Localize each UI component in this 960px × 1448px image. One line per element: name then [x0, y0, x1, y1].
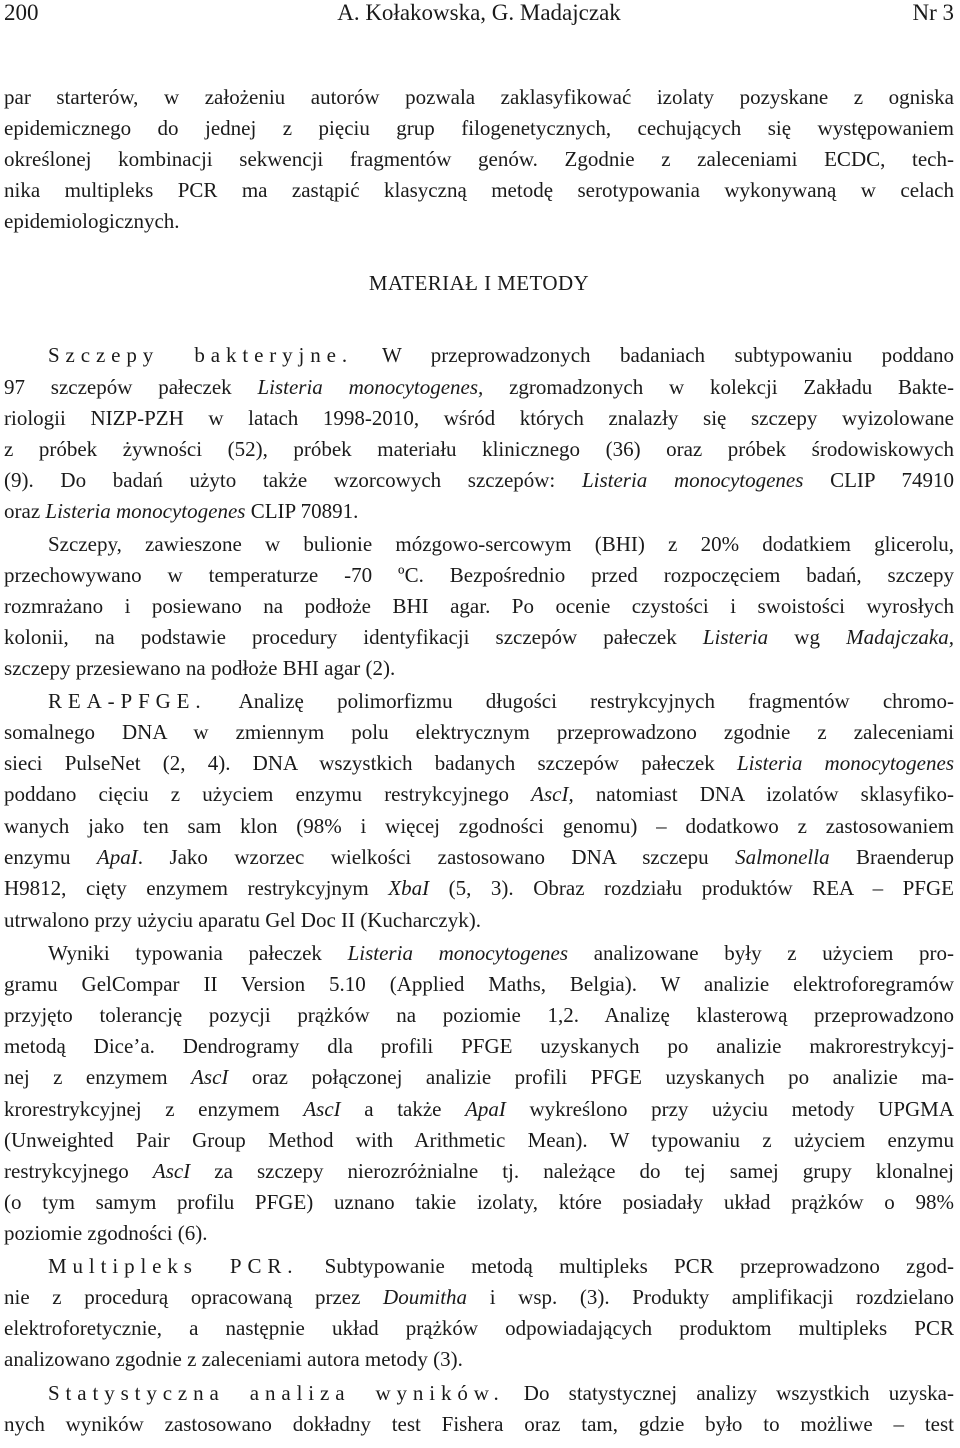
text-run: nej z enzymem [4, 1065, 192, 1089]
paragraph-line [4, 781, 954, 807]
paragraph-line: gramu GelCompar II Version 5.10 (Applied Maths, Belgia). W analizie elektroforegramów [4, 972, 954, 996]
paragraph-line [4, 875, 954, 901]
text-run: a także [340, 1097, 466, 1121]
enzyme-name: AscI, [531, 782, 574, 806]
text-run: natomiast DNA izolatów sklasyfiko- [573, 782, 955, 806]
text-run: poddano cięciu z użyciem enzymu restrykcyjnego [4, 782, 532, 806]
text-run: Subtypowanie metodą multipleks PCR przeprowadzono zgod- [298, 1254, 954, 1278]
paragraph-line [48, 688, 954, 714]
paragraph-line: wanych jako ten sam klon (98% i więcej zgodności genomu) – dodatkowo z zastosowaniem [4, 814, 954, 838]
text-run: nie z procedurą opracowaną przez [4, 1285, 384, 1309]
paragraph-line: (Unweighted Pair Group Method with Arithmetic Mean). W typowaniu z użyciem enzymu [4, 1128, 954, 1152]
paragraph-line: poziomie zgodności (6). [4, 1221, 208, 1245]
enzyme-name: AscI [152, 1159, 191, 1183]
text-run: Wyniki typowania pałeczek [48, 941, 348, 965]
subsection-label: Statystyczna analiza wyników. [48, 1381, 505, 1405]
text-run: restrykcyjnego [4, 1159, 153, 1183]
text-run: CLIP 70891. [245, 499, 359, 523]
text-run: (5, 3). Obraz rozdziału produktów REA – PFGE [429, 876, 954, 900]
paragraph-line: przechowywano w temperaturze -70 ºC. Bezpośrednio przed rozpoczęciem badań, szczepy [4, 563, 954, 587]
paragraph-line: szczepy przesiewano na podłoże BHI agar (2). [4, 656, 396, 680]
text-run: kolonii, na podstawie procedury identyfikacji szczepów pałeczek [4, 625, 703, 649]
text-run: H9812, cięty enzymem restrykcyjnym [4, 876, 389, 900]
text-run: Do statystycznej analizy wszystkich uzyska- [504, 1381, 954, 1405]
paragraph-line: riologii NIZP-PZH w latach 1998-2010, wśród których znalazły się szczepy wyizolowane [4, 406, 954, 430]
paragraph-line: z próbek żywności (52), próbek materiału klinicznego (36) oraz próbek środowiskowych [4, 437, 954, 461]
text-run: Analizę polimorfizmu długości restrykcyjnych fragmentów chromo- [206, 689, 954, 713]
paragraph-line: analizowano zgodnie z zaleceniami autora metody (3). [4, 1347, 463, 1371]
paragraph-line [4, 750, 954, 776]
text-run: 97 szczepów pałeczek [4, 375, 258, 399]
species-name: Listeria monocytogenes, [257, 375, 484, 399]
enzyme-name: AscI [303, 1097, 341, 1121]
paragraph-line: par starterów, w założeniu autorów pozwala zaklasyfikować izolaty pozyskane z ogniska [4, 85, 954, 109]
paragraph-line [48, 1253, 954, 1279]
text-run: zgromadzonych w kolekcji Zakładu Bakte- [483, 375, 954, 399]
running-head [4, 0, 954, 30]
paragraph-line [4, 1064, 954, 1090]
text-run: wg [768, 625, 847, 649]
paragraph-line: rozmrażano i posiewano na podłoże BHI agar. Po ocenie czystości i swoistości wyrosłych [4, 594, 954, 618]
species-name: Listeria monocytogenes [736, 751, 954, 775]
text-run: oraz połączonej analizie profili PFGE uzyskanych po analizie ma- [228, 1065, 954, 1089]
enzyme-name: AscI [191, 1065, 229, 1089]
text-run: sieci PulseNet (2, 4). DNA wszystkich badanych szczepów pałeczek [4, 751, 737, 775]
paragraph-line: określonej kombinacji sekwencji fragmentów genów. Zgodnie z zaleceniami ECDC, tech- [4, 147, 954, 171]
species-name: Listeria monocytogenes [45, 499, 246, 523]
species-name: Listeria monocytogenes [581, 468, 804, 492]
text-run: Braenderup [829, 845, 954, 869]
text-run: i wsp. (3). Produkty amplifikacji rozdzielano [467, 1285, 954, 1309]
paragraph-line: Szczepy, zawieszone w bulionie mózgowo-sercowym (BHI) z 20% dodatkiem glicerolu, [48, 532, 954, 556]
enzyme-name: ApaI [465, 1097, 506, 1121]
paragraph-line: somalnego DNA w zmiennym polu elektrycznym przeprowadzono zgodnie z zaleceniami [4, 720, 954, 744]
paragraph-line [48, 940, 954, 966]
issue-number: Nr 3 [912, 0, 954, 25]
text-run: krorestrykcyjnej z enzymem [4, 1097, 304, 1121]
paragraph-line [4, 467, 954, 493]
text-run: enzymu [4, 845, 97, 869]
species-name: Listeria monocytogenes [347, 941, 569, 965]
running-head-authors: A. Kołakowska, G. Madajczak [337, 0, 621, 25]
subsection-label: Szczepy bakteryjne. [48, 343, 353, 367]
paragraph-line [48, 342, 954, 368]
subsection-label: REA-PFGE. [48, 689, 207, 713]
author-name: Madajczaka, [846, 625, 954, 649]
text-run: W przeprowadzonych badaniach subtypowaniu poddano [352, 343, 954, 367]
text-run: CLIP 74910 [803, 468, 954, 492]
text-run: wykreślono przy użyciu metody UPGMA [505, 1097, 954, 1121]
page-number: 200 [4, 0, 39, 25]
text-run: . Jako wzorzec wielkości zastosowano DNA szczepu [137, 845, 736, 869]
paragraph-line: (o tym samym profilu PFGE) uznano takie izolaty, które posiadały układ prążków o 98% [4, 1190, 954, 1214]
text-run: analizowane były z użyciem pro- [568, 941, 954, 965]
paragraph-line [4, 374, 954, 400]
paragraph-line [4, 624, 954, 650]
paragraph-line [4, 844, 954, 870]
paragraph-line: epidemiologicznych. [4, 209, 180, 233]
text-run: oraz [4, 499, 46, 523]
paragraph-line: utrwalono przy użyciu aparatu Gel Doc II (Kucharczyk). [4, 908, 481, 932]
paragraph-line: nika multipleks PCR ma zastąpić klasyczną metodę serotypowania wykonywaną w celach [4, 178, 954, 202]
text-run: za szczepy nierozróżnialne tj. należące do tej samej grupy klonalnej [190, 1159, 954, 1183]
paragraph-line: elektroforetycznie, a następnie układ prążków odpowiadających produktom multipleks PCR [4, 1316, 954, 1340]
species-name: Salmonella [735, 845, 830, 869]
subsection-label: Multipleks PCR. [48, 1254, 299, 1278]
paragraph-line: nych wyników zastosowano dokładny test Fishera oraz tam, gdzie było to możliwe – test [4, 1412, 954, 1436]
paragraph-line: epidemicznego do jednej z pięciu grup filogenetycznych, cechujących się występowaniem [4, 116, 954, 140]
paragraph-line [4, 498, 954, 524]
paragraph-line [4, 1284, 954, 1310]
enzyme-name: XbaI [388, 876, 430, 900]
paragraph-line [48, 1380, 954, 1406]
paragraph-line [4, 1096, 954, 1122]
paragraph-line: przyjęto tolerancję pozycji prążków na poziomie 1,2. Analizę klasterową przeprowadzono [4, 1003, 954, 1027]
paragraph-line: metodą Dice’a. Dendrogramy dla profili PFGE uzyskanych po analizie makrorestrykcyj- [4, 1034, 954, 1058]
text-run: (9). Do badań użyto także wzorcowych szczepów: [4, 468, 582, 492]
paragraph-line [4, 1158, 954, 1184]
author-name: Doumitha [383, 1285, 468, 1309]
species-name: Listeria [702, 625, 769, 649]
enzyme-name: ApaI [96, 845, 138, 869]
section-heading: MATERIAŁ I METODY [368, 271, 590, 295]
